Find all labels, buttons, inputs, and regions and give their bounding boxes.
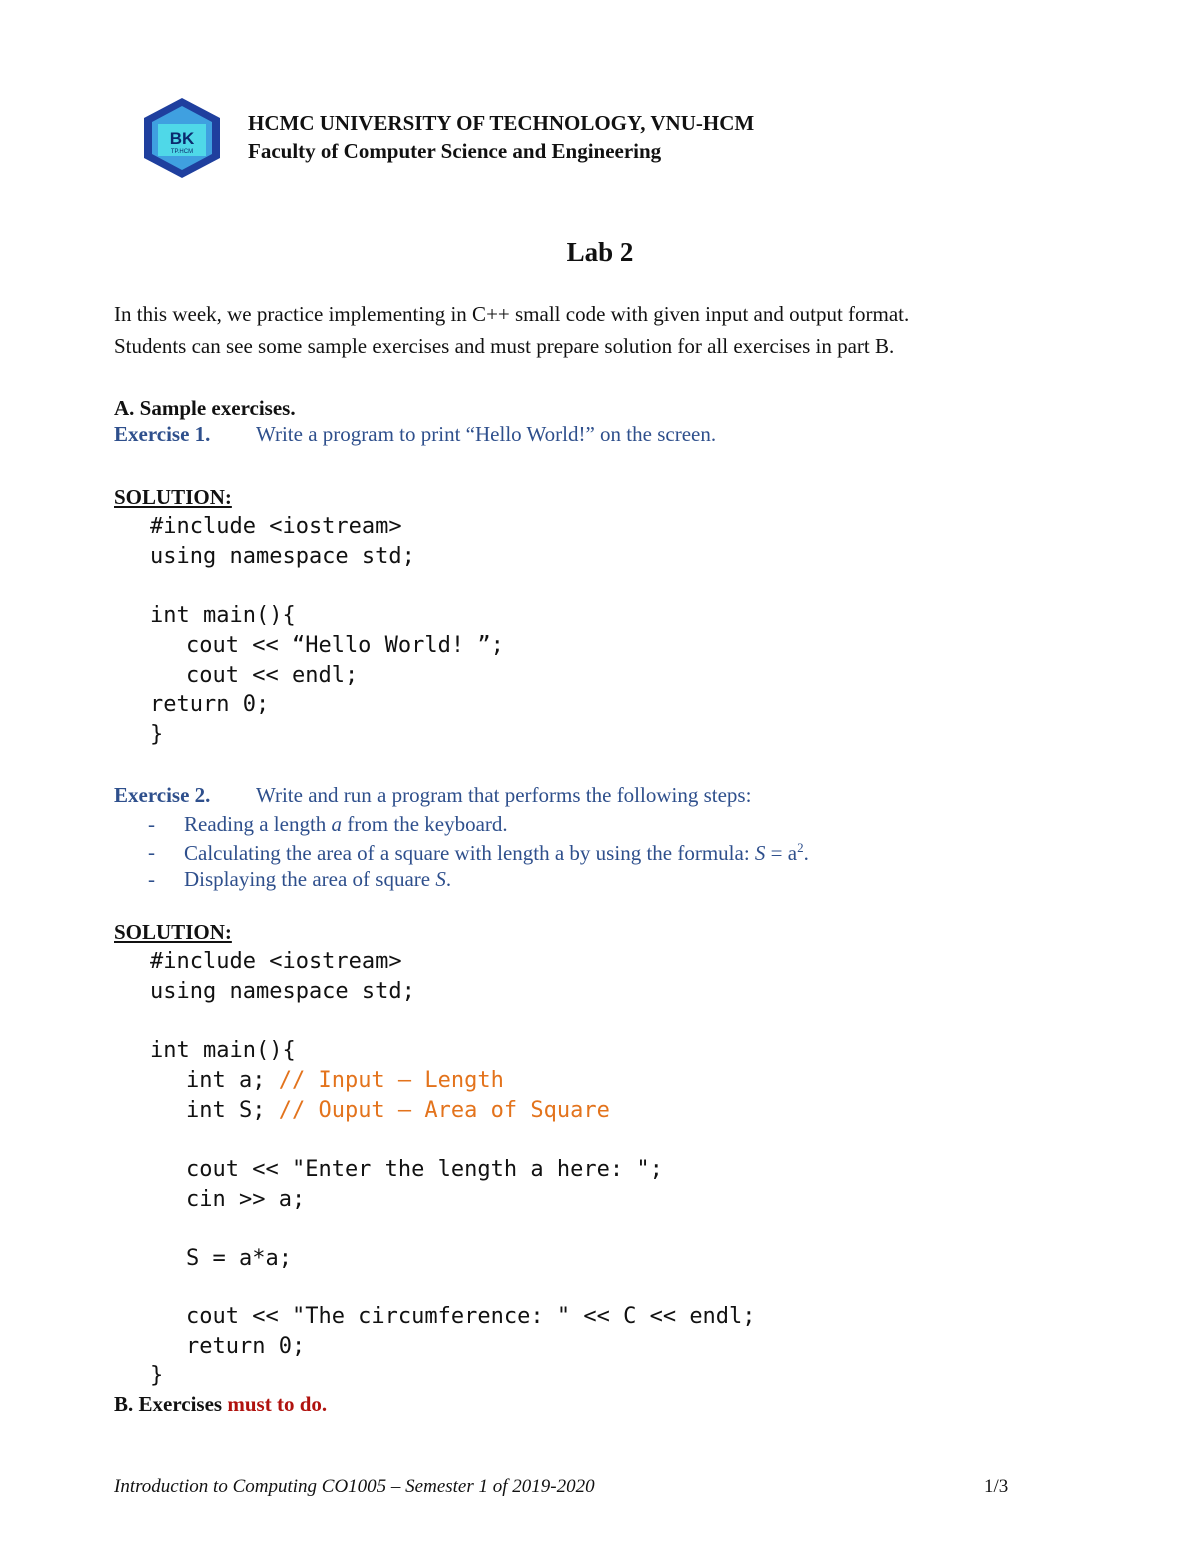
- bullet-dash: -: [148, 812, 155, 836]
- exercise-1-text: Write a program to print “Hello World!” on the screen.: [256, 422, 717, 446]
- section-a-heading: A. Sample exercises.: [114, 396, 296, 420]
- bullet-3: Displaying the area of square S.: [184, 867, 452, 891]
- code1-line-7: }: [150, 722, 164, 747]
- bullet-2: Calculating the area of a square with length a by using the formula: $S = a^2$.: [184, 840, 809, 865]
- code2-line-3: int main(){: [150, 1038, 296, 1063]
- footer-course: Introduction to Computing CO1005 – Semester 1 of 2019-2020: [114, 1476, 595, 1497]
- code2-line-10: return 0;: [186, 1334, 306, 1359]
- exercise-1: [114, 422, 210, 447]
- code2-line-6: cout << "Enter the length a here: ";: [186, 1157, 663, 1182]
- university-name: HCMC UNIVERSITY OF TECHNOLOGY, VNU-HCM: [248, 111, 755, 135]
- university-logo: [140, 96, 224, 180]
- exercise-2-label: Exercise 2.: [114, 783, 211, 807]
- code-comment: // Input – Length: [278, 1068, 504, 1093]
- faculty-name: Faculty of Computer Science and Engineering: [248, 139, 662, 163]
- bullet-dash: -: [148, 840, 155, 864]
- code2-line-11: }: [150, 1363, 164, 1388]
- code2-line-1: #include <iostream>: [150, 949, 402, 974]
- code2-line-8: S = a*a;: [186, 1246, 292, 1271]
- exercise-1-label: Exercise 1.: [114, 422, 211, 446]
- code-comment: // Ouput – Area of Square: [278, 1098, 610, 1123]
- footer-page-number: 1/3: [984, 1476, 1009, 1497]
- section-b-heading: B. Exercises must to do.: [114, 1392, 328, 1416]
- solution-label-2: SOLUTION:: [114, 920, 232, 944]
- code2-line-2: using namespace std;: [150, 979, 415, 1004]
- code1-line-6: return 0;: [150, 692, 270, 717]
- logo-text: BK: [169, 129, 195, 148]
- intro-line-2: Students can see some sample exercises and must prepare solution for all exercises in part B.: [114, 334, 895, 358]
- solution-label-1: SOLUTION:: [114, 485, 232, 509]
- code2-line-7: cin >> a;: [186, 1187, 306, 1212]
- code1-line-2: using namespace std;: [150, 544, 415, 569]
- bullet-dash: -: [148, 867, 155, 891]
- code2-line-4: int a; // Input – Length: [186, 1068, 504, 1093]
- code1-line-4: cout << “Hello World! ”;: [186, 633, 504, 658]
- code1-line-1: #include <iostream>: [150, 514, 402, 539]
- intro-line-1: In this week, we practice implementing in C++ small code with given input and output format.: [114, 302, 910, 326]
- code1-line-3: int main(){: [150, 603, 296, 628]
- bullet-1: Reading a length a from the keyboard.: [184, 812, 508, 836]
- code2-line-9: cout << "The circumference: " << C << endl;: [186, 1304, 756, 1329]
- exercise-2-text: Write and run a program that performs the following steps:: [256, 783, 752, 807]
- page-title: Lab 2: [566, 237, 634, 267]
- code1-line-5: cout << endl;: [186, 663, 359, 688]
- code2-line-5: int S; // Ouput – Area of Square: [186, 1098, 610, 1123]
- logo-subtext: TP.HCM: [170, 149, 194, 155]
